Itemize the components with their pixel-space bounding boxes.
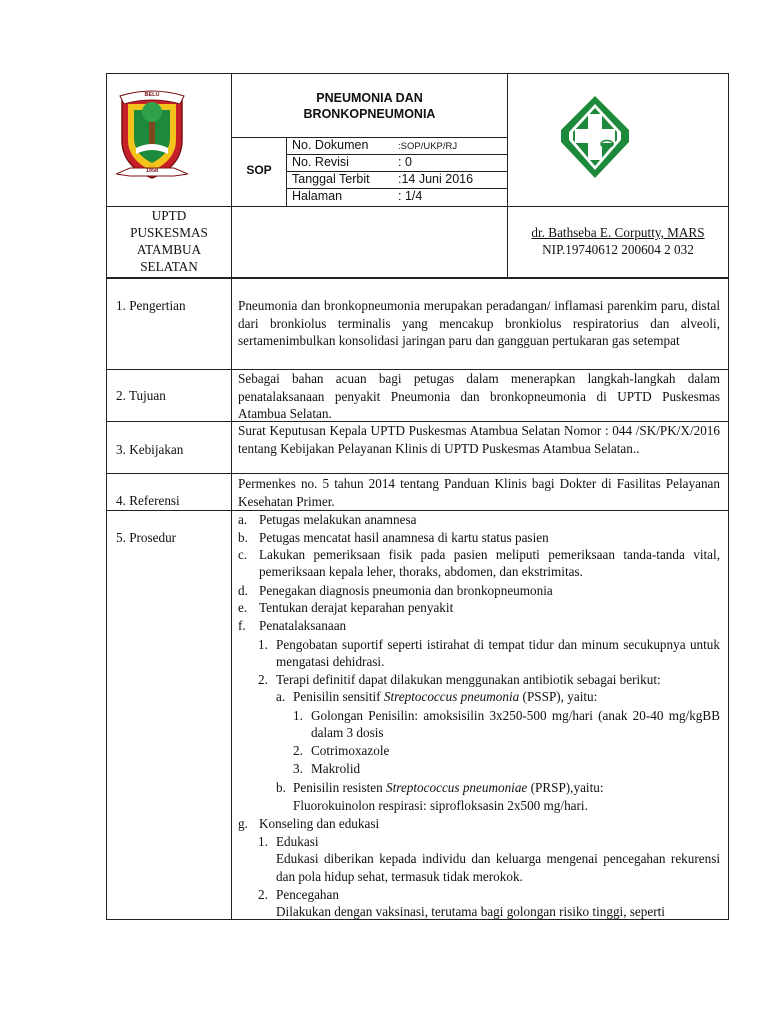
- meta-label-no-revisi: No. Revisi: [292, 155, 349, 169]
- list-item-detail: Fluorokuinolon respirasi: siprofloksasin 2x500 mg/hari.: [293, 798, 588, 813]
- text-pre: Penisilin resisten: [293, 780, 387, 795]
- logo-ribbon-text: BELU: [144, 92, 160, 98]
- text-post: (PRSP),yaitu:: [527, 780, 604, 795]
- list-item: [238, 815, 720, 832]
- title-line-2: BRONKOPNEUMONIA: [303, 107, 436, 121]
- list-item: [258, 886, 720, 921]
- label-referensi: 4. Referensi: [116, 493, 180, 508]
- logo-year-text: 1958: [145, 168, 159, 174]
- signatory-nip: NIP.19740612 200604 2 032: [542, 242, 694, 257]
- organism-name: Streptococcus pneumonia: [383, 689, 520, 704]
- signatory-name: dr. Bathseba E. Corputty, MARS: [531, 225, 705, 240]
- list-item: [276, 688, 720, 705]
- meta-label-halaman: Halaman: [292, 189, 343, 203]
- org-line-1: UPTD: [151, 208, 187, 223]
- signatory-block: [508, 224, 728, 258]
- list-marker: f.: [238, 618, 246, 633]
- list-text: Penegakan diagnosis pneumonia dan bronkopneumonia: [259, 583, 553, 598]
- list-item: [258, 636, 720, 671]
- list-marker: e.: [238, 600, 248, 615]
- list-item: [238, 511, 720, 528]
- list-text: Golongan Penisilin: amoksisilin 3x250-500 mg/hari (anak 20-40 mg/kgBB dalam 3 dosis: [311, 708, 720, 741]
- list-text: Dilakukan dengan vaksinasi, terutama bagi golongan risiko tinggi, seperti: [276, 904, 665, 920]
- list-marker: 2.: [258, 887, 268, 902]
- list-item: [293, 707, 720, 742]
- list-marker: b.: [276, 780, 286, 795]
- list-marker: 1.: [258, 834, 268, 849]
- list-title: Pencegahan: [276, 887, 339, 902]
- meta-value-no-dokumen: :SOP/UKP/RJ: [398, 141, 458, 152]
- organization-name: [107, 207, 231, 275]
- meta-label-no-dokumen: No. Dokumen: [292, 138, 369, 152]
- meta-label-tanggal-terbit: Tanggal Terbit: [292, 172, 370, 186]
- list-text: Cotrimoxazole: [311, 743, 390, 758]
- label-pengertian: 1. Pengertian: [116, 298, 186, 313]
- list-marker: d.: [238, 583, 248, 598]
- list-marker: c.: [238, 547, 248, 562]
- list-marker: g.: [238, 816, 248, 831]
- list-marker: a.: [238, 512, 248, 527]
- list-text: Konseling dan edukasi: [259, 816, 380, 831]
- referensi-text: Permenkes no. 5 tahun 2014 tentang Panduan Klinis bagi Dokter di Fasilitas Pelayanan Kesehatan Primer.: [238, 476, 720, 509]
- list-marker: 1.: [258, 637, 268, 652]
- meta-value-tanggal-terbit: :14 Juni 2016: [398, 172, 474, 186]
- list-item: [238, 617, 720, 634]
- list-marker: a.: [276, 689, 286, 704]
- list-text: Lakukan pemeriksaan fisik pada pasien meliputi pemeriksaan tanda-tanda vital, pemeriksaan kepala leher, thoraks, abdomen, dan ekstrimitas.: [259, 547, 720, 580]
- list-item: [293, 760, 720, 777]
- sop-label: SOP: [246, 163, 272, 177]
- list-text: Makrolid: [311, 761, 361, 776]
- list-item: [238, 599, 720, 616]
- meta-value-halaman: : 1/4: [398, 189, 423, 203]
- label-kebijakan: 3. Kebijakan: [116, 442, 184, 457]
- list-marker: b.: [238, 530, 248, 545]
- label-prosedur: 5. Prosedur: [116, 530, 177, 545]
- list-item: [293, 742, 720, 759]
- list-marker: 2.: [258, 672, 268, 687]
- document-title: [232, 90, 507, 122]
- organism-name: Streptococcus pneumoniae: [386, 780, 528, 795]
- list-marker: 2.: [293, 743, 303, 758]
- org-line-3: ATAMBUA: [136, 242, 202, 257]
- pengertian-text: Pneumonia dan bronkopneumonia merupakan peradangan/ inflamasi parenkim paru, distal dari bronkiolus terminalis yang mencakup bronkiolus respiratorius dan alveoli, sertamenimbulkan konsolidasi jaringan paru dan gangguan pertukaran gas setempat: [238, 298, 720, 349]
- list-item: [238, 582, 720, 599]
- list-title: Edukasi: [276, 834, 319, 849]
- list-text: Penatalaksanaan: [259, 618, 347, 633]
- list-text: Terapi definitif dapat dilakukan menggunakan antibiotik sebagai berikut:: [276, 672, 661, 687]
- list-marker: 3.: [293, 761, 303, 776]
- list-item: [238, 529, 720, 546]
- meta-value-no-revisi: : 0: [398, 155, 412, 169]
- list-text: Pengobatan suportif seperti istirahat di tempat tidur dan minum secukupnya untuk mengatasi dehidrasi.: [276, 637, 720, 670]
- list-text: Tentukan derajat keparahan penyakit: [259, 600, 454, 615]
- label-tujuan: 2. Tujuan: [116, 388, 166, 403]
- title-line-1: PNEUMONIA DAN: [316, 91, 423, 105]
- kebijakan-text: Surat Keputusan Kepala UPTD Puskesmas Atambua Selatan Nomor : 044 /SK/PK/X/2016 tentang Kebijakan Pelayanan Klinis di UPTD Puskesmas Atambua Selatan..: [238, 423, 720, 456]
- regency-logo: [116, 88, 188, 180]
- org-line-2: PUSKESMAS: [130, 225, 208, 240]
- list-item: [276, 779, 720, 796]
- puskesmas-logo: [559, 94, 631, 180]
- list-text: [293, 688, 720, 705]
- list-text: Edukasi diberikan kepada individu dan keluarga mengenai pencegahan rekurensi dan pola hidup sehat, termasuk tidak merokok.: [276, 851, 720, 884]
- list-item: [258, 833, 720, 885]
- text-pre: Penisilin sensitif: [293, 689, 384, 704]
- list-item: [238, 546, 720, 581]
- list-text: Petugas mencatat hasil anamnesa di kartu status pasien: [259, 530, 549, 545]
- org-line-4: SELATAN: [140, 259, 198, 274]
- list-marker: 1.: [293, 708, 303, 723]
- list-text: [293, 779, 720, 796]
- list-text: Petugas melakukan anamnesa: [259, 512, 417, 527]
- text-post: (PSSP), yaitu:: [519, 689, 598, 704]
- tujuan-text: Sebagai bahan acuan bagi petugas dalam menerapkan langkah-langkah dalam penatalaksanaan penyakit Pneumonia dan bronkopneumonia di UPTD Puskesmas Atambua Selatan.: [238, 371, 720, 422]
- list-item: [258, 671, 720, 688]
